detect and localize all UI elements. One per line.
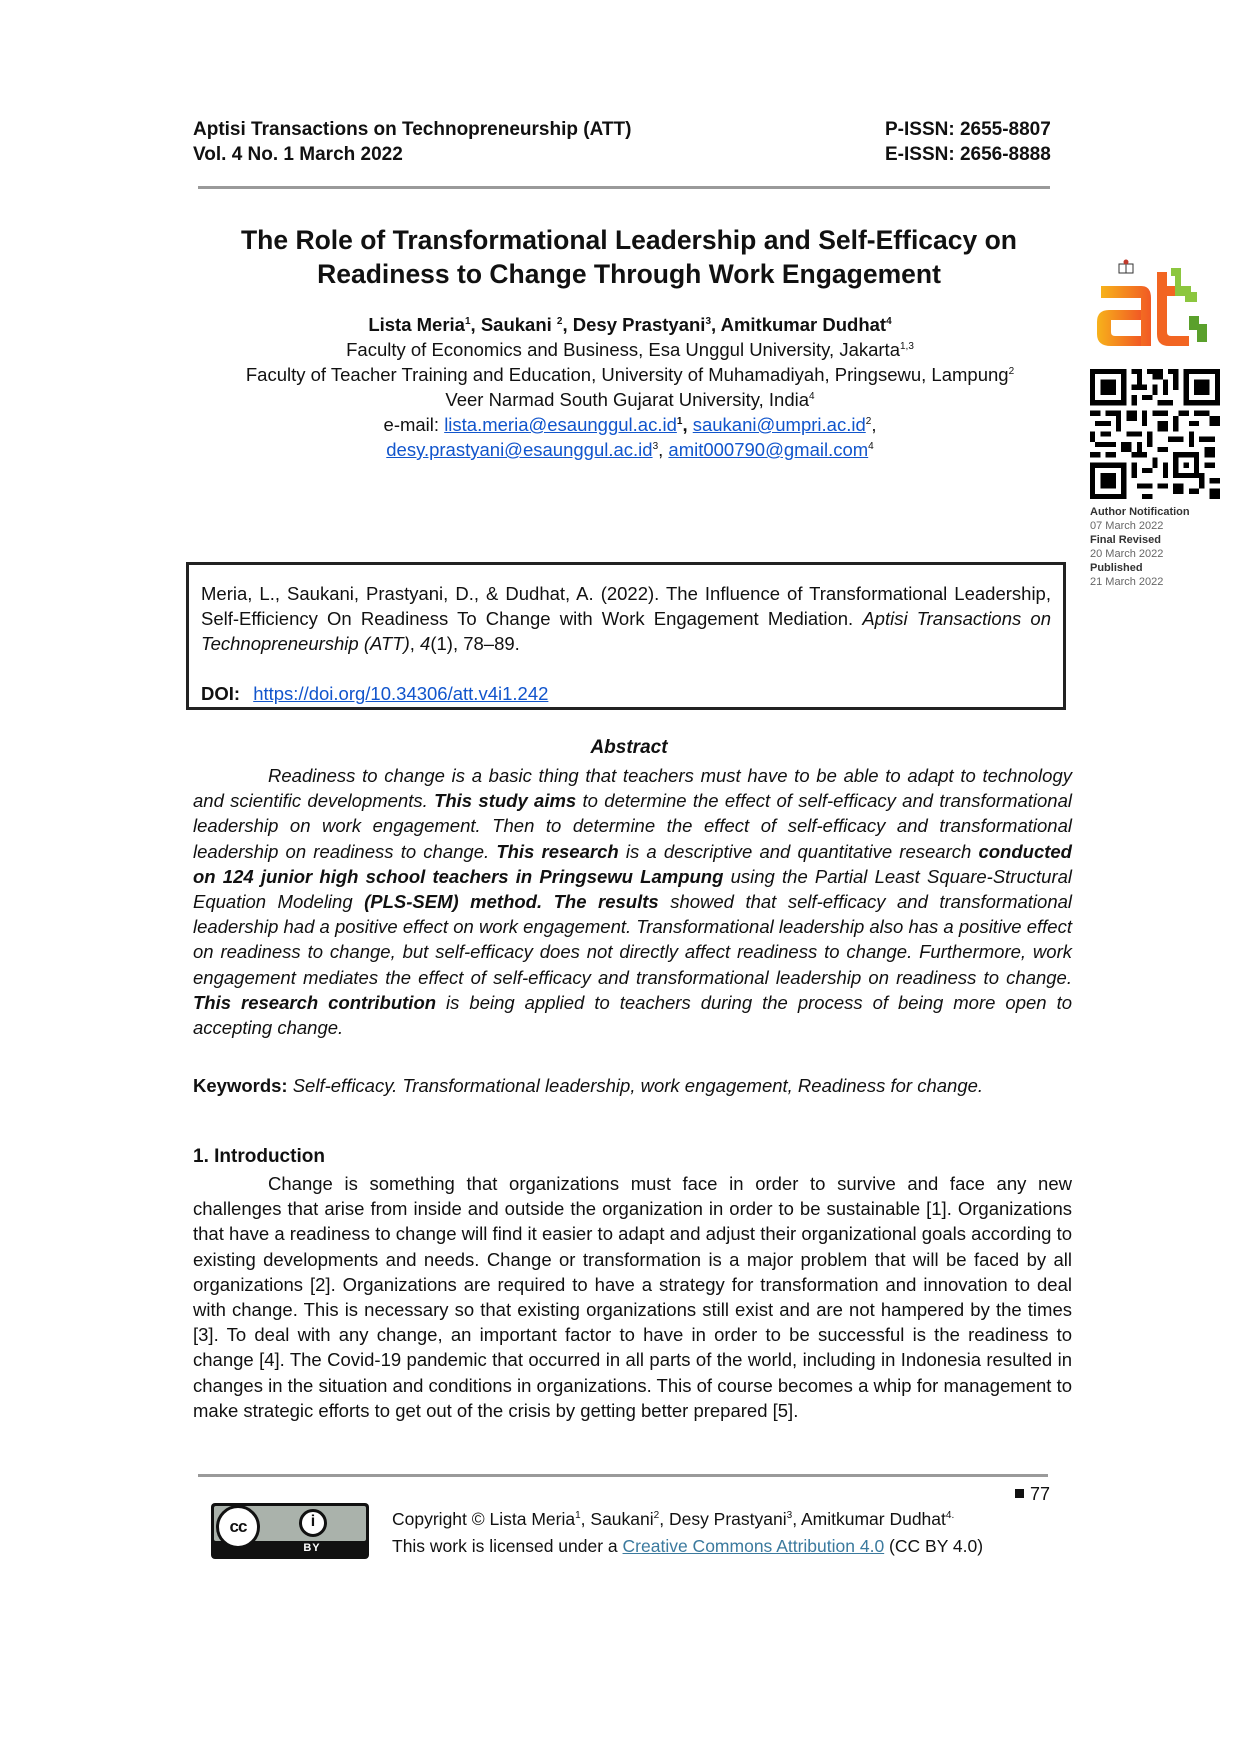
author-sup: 2	[556, 315, 563, 327]
citation-journal: Aptisi Transactions on Technopreneurship (ATT)	[201, 608, 1051, 654]
page-number	[1015, 1484, 1050, 1505]
copyright-author: Amitkumar Dudhat	[800, 1509, 946, 1529]
author-name: Lista Meria	[368, 314, 465, 335]
date-value: 21 March 2022	[1090, 576, 1164, 588]
citation-box	[186, 562, 1066, 710]
abstract-text: is being applied to teachers during the process of being more open to accepting change.	[193, 991, 1072, 1039]
page-number-value: 77	[1030, 1484, 1051, 1504]
introduction-body: Change is something that organizations must face in order to survive and face any new challenges that arise from inside and outside the organization in order to be sustainable [1]. Organizations that have a readiness to change will find it easier to adapt and adjust their organizational goals according to existing developments and needs. Change or transformation is a major problem that will be faced by all organizations [2]. Organizations are required to have a strategy for transformation and innovation to deal with change. This is necessary so that existing organizations still exist and are not hampered by the times [3]. To deal with any change, an important factor to have in order to be successful is the readiness to change [4]. The Covid-19 pandemic that occurred in all parts of the world, including in Indonesia resulted in changes in the situation and conditions in organizations. This of course becomes a whip for management to make strategic efforts to get out of the crisis by getting better prepared [5].	[193, 1173, 1072, 1421]
keywords-value: Self-efficacy. Transformational leadership, work engagement, Readiness for change.	[287, 1075, 984, 1096]
journal-name: Aptisi Transactions on Technopreneurship (ATT)	[193, 119, 632, 140]
abstract-text: Readiness to change is a basic thing that teachers must have to be able to adapt to technology and scientific developments.	[193, 765, 1072, 812]
section-heading-introduction: 1. Introduction	[193, 1146, 325, 1167]
attribution-icon-label: i	[310, 1513, 316, 1530]
abstract-heading: Abstract	[590, 737, 668, 758]
doi-line	[201, 683, 548, 705]
abstract-emphasis: This research contribution	[193, 991, 437, 1013]
affiliation	[160, 362, 1100, 387]
affiliation	[160, 387, 1100, 412]
copyright-sup: 2	[653, 1510, 660, 1522]
copyright-author: Saukani	[590, 1509, 654, 1529]
title-line-2: Readiness to Change Through Work Engagement	[317, 259, 941, 289]
copyright-sup: 3	[786, 1510, 793, 1522]
license-suffix: (CC BY 4.0)	[884, 1536, 984, 1556]
journal-header-left	[193, 117, 631, 167]
email-sup: 1	[676, 415, 683, 427]
keywords	[193, 1073, 1013, 1098]
author-block	[160, 312, 1100, 462]
abstract-text: using the Partial Least Square-Structural Equation Modeling	[193, 865, 1072, 913]
by-label: BY	[303, 1542, 321, 1554]
journal-issue: Vol. 4 No. 1 March 2022	[193, 144, 403, 165]
affiliation	[160, 337, 1100, 362]
affiliation-sup: 1,3	[899, 340, 914, 352]
copyright-author: Desy Prastyani	[668, 1509, 787, 1529]
copyright-author: Lista Meria	[489, 1509, 576, 1529]
title-line-1: The Role of Transformational Leadership and Self-Efficacy on	[240, 225, 1017, 255]
publication-dates	[1090, 505, 1190, 589]
author-name: Amitkumar Dudhat	[720, 314, 887, 335]
cc-by-license-badge[interactable]	[211, 1503, 369, 1559]
affiliation-sup: 4	[809, 390, 815, 402]
citation-volume: 4	[420, 633, 431, 654]
square-bullet-icon	[1015, 1489, 1024, 1498]
abstract-emphasis: This research	[496, 840, 619, 862]
abstract-body	[193, 763, 1072, 1040]
email-link[interactable]: lista.meria@esaunggul.ac.id	[444, 414, 677, 435]
footer-divider	[198, 1474, 1048, 1477]
affiliation-text: Veer Narmad South Gujarat University, India	[445, 389, 810, 410]
keywords-label: Keywords:	[193, 1075, 288, 1096]
license-prefix: This work is licensed under a	[392, 1536, 623, 1556]
abstract-emphasis: conducted on 124 junior high school teachers in Pringsewu Lampung	[193, 840, 1072, 887]
cc-icon-label: cc	[229, 1517, 247, 1536]
email-label: e-mail:	[383, 414, 445, 435]
qr-code-icon[interactable]	[1090, 369, 1220, 499]
email-line-2: $desy.prastyani@esaunggul.ac.id^3$, amit000790@gmail.com$^4$	[386, 439, 874, 460]
attribution-icon	[299, 1509, 327, 1537]
date-label: Final Revised	[1090, 534, 1161, 546]
citation-sep: ,	[409, 633, 421, 654]
affiliation-text: Faculty of Teacher Training and Education, University of Muhamadiyah, Pringsewu, Lampung	[245, 364, 1009, 385]
email-link[interactable]: amit000790@gmail.com	[668, 439, 869, 460]
abstract-text: is a descriptive and quantitative research	[618, 840, 979, 862]
abstract-emphasis: (PLS-SEM) method. The results	[364, 891, 659, 913]
author-name: Saukani	[480, 314, 557, 335]
affiliation-text: Faculty of Economics and Business, Esa Unggul University, Jakarta	[346, 339, 900, 360]
citation-plain: Meria, L., Saukani, Prastyani, D., & Dudhat, A. (2022). The Influence of Transformational Leadership, Self-Efficiency On Readiness To Change with Work Engagement Mediation.	[201, 583, 1051, 629]
doi-link[interactable]: https://doi.org/10.34306/att.v4i1.242	[253, 683, 549, 704]
email-link[interactable]: desy.prastyani@esaunggul.ac.id	[386, 439, 653, 460]
date-value: 20 March 2022	[1090, 548, 1164, 560]
license-link[interactable]: Creative Commons Attribution 4.0	[622, 1536, 885, 1556]
date-label: Author Notification	[1090, 506, 1190, 518]
citation-pages: (1), 78–89.	[430, 633, 520, 654]
journal-header-right	[885, 117, 1051, 167]
copyright-prefix: Copyright ©	[392, 1509, 490, 1529]
footer-copyright	[392, 1506, 983, 1560]
copyright-sup: 4.	[945, 1510, 955, 1522]
email-line-1: e-mail: $lista.meria@esaunggul.ac.id^1$, $saukani@umpri.ac.id^2$,	[383, 414, 877, 435]
author-sup: 3	[705, 315, 711, 327]
date-label: Published	[1090, 562, 1143, 574]
header-divider	[198, 186, 1050, 189]
email-sup: 4	[868, 440, 874, 452]
affiliation-sup: 2	[1008, 365, 1015, 377]
abstract-emphasis: This study aims	[434, 790, 577, 812]
license-line	[392, 1533, 983, 1560]
author-sup: 4	[886, 315, 892, 327]
paper-title	[186, 223, 1072, 291]
author-name: Desy Prastyani	[572, 314, 706, 335]
email-link[interactable]: saukani@umpri.ac.id	[692, 414, 866, 435]
e-issn: E-ISSN: 2656-8888	[885, 144, 1051, 165]
date-value: 07 March 2022	[1090, 520, 1164, 532]
doi-label: DOI:	[201, 683, 241, 704]
abstract-text: to determine the effect of self-efficacy and transformational leadership on work engagement. Then to determine the effect of self-efficacy and transformational leadership on readiness to change.	[193, 790, 1072, 862]
author-list: Lista Meria$^1$, Saukani $^2$, Desy Prastyani$^3$, Amitkumar Dudhat$^4$	[368, 314, 892, 335]
citation-text	[201, 581, 1051, 656]
email-sup: 3	[652, 440, 659, 452]
abstract-text: showed that self-efficacy and transformational leadership had a positive effect on work engagement. Transformational leadership also has a positive effect on readiness to change, but self-efficacy does not directly affect readiness to change. Furthermore, work engagement mediates the effect of self-efficacy and transformational leadership on readiness to change.	[193, 891, 1073, 988]
email-sup: 2	[865, 415, 872, 427]
copyright-line: Copyright © Lista Meria$^1$, Saukani$^2$, Desy Prastyani$^3$, Amitkumar Dudhat$^{4.}$	[392, 1509, 955, 1529]
copyright-sup: 1	[575, 1510, 581, 1522]
cc-icon	[216, 1505, 260, 1549]
att-logo-icon	[1093, 258, 1213, 353]
p-issn: P-ISSN: 2655-8807	[885, 119, 1051, 140]
author-sup: 1	[464, 315, 471, 327]
